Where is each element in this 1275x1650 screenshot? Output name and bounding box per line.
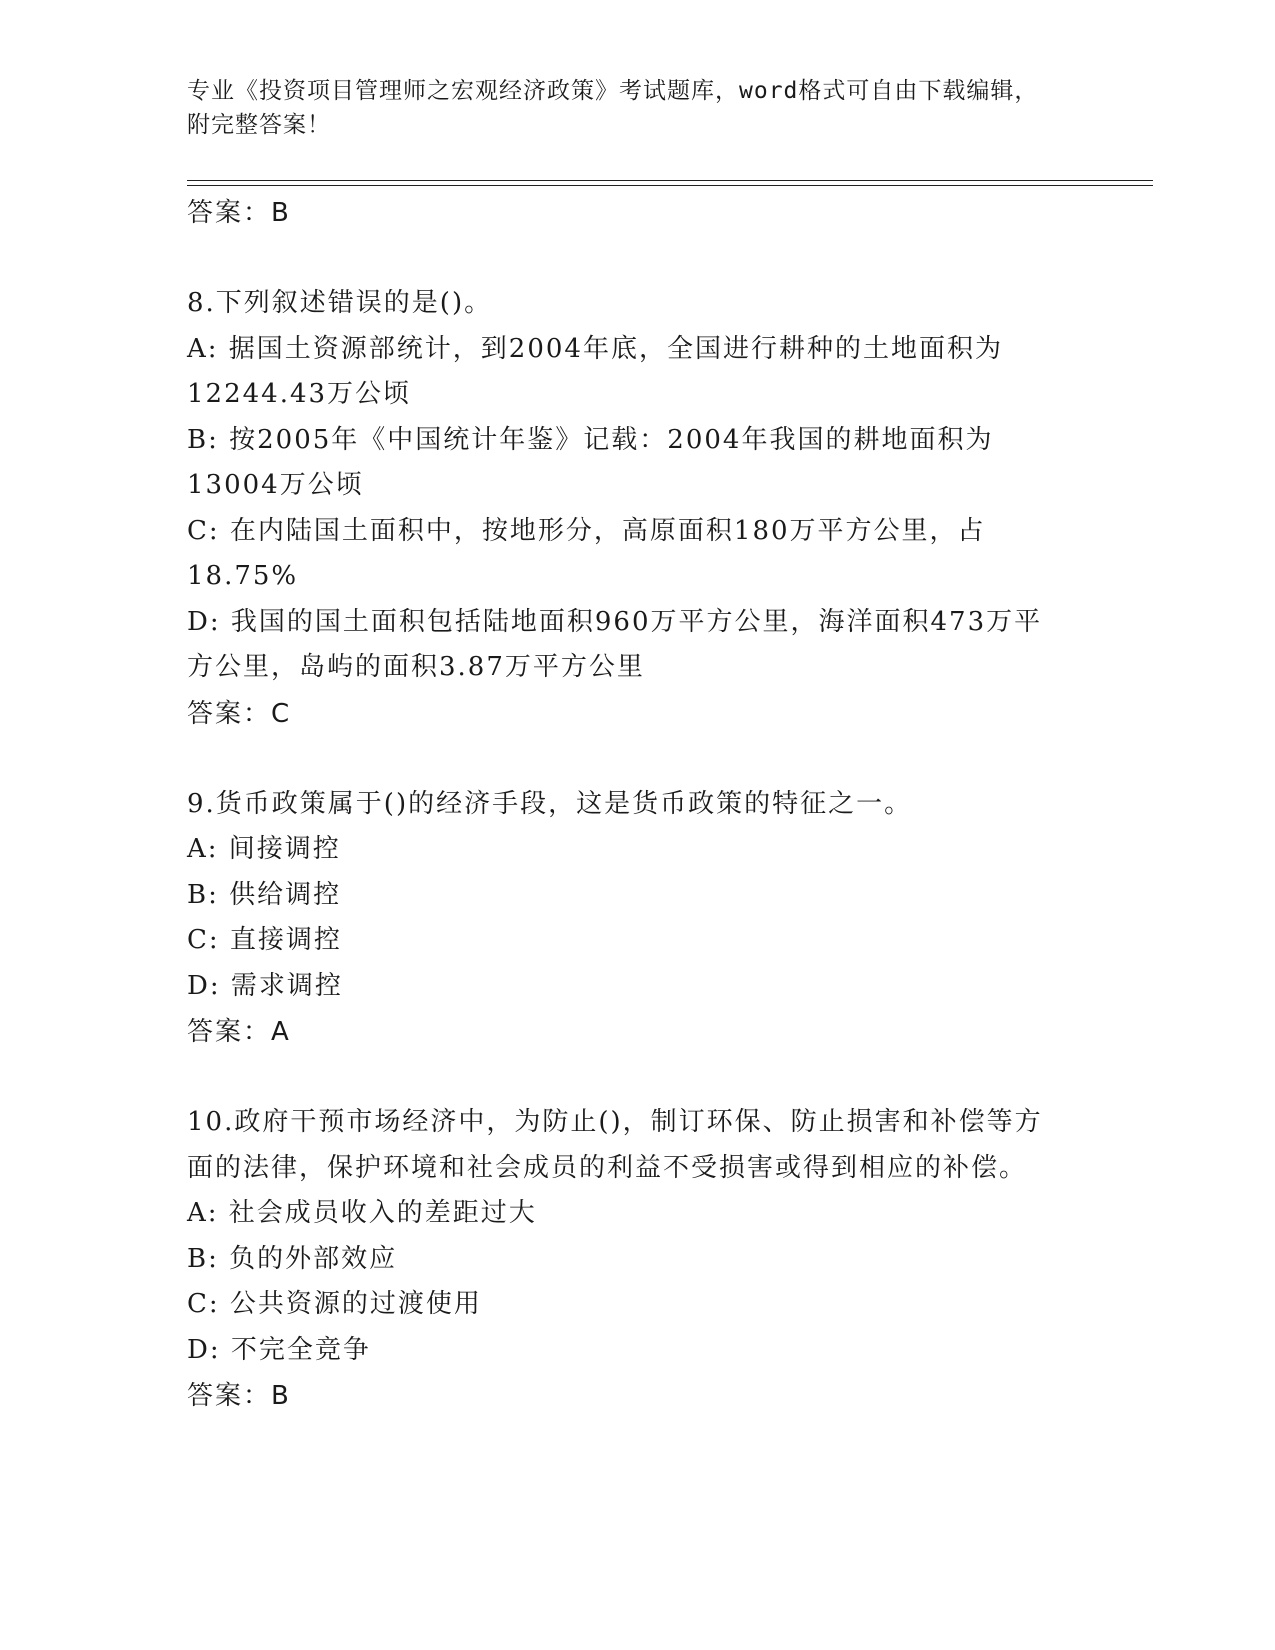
- option-a: A: 社会成员收入的差距过大: [187, 1198, 537, 1228]
- option-d: D: 需求调控: [187, 970, 343, 1001]
- option-d: D: 不完全竞争: [187, 1334, 371, 1365]
- header-divider-bottom: [187, 185, 1153, 186]
- option-c: C: 直接调控: [187, 925, 342, 955]
- option-c-continued: 18.75%: [187, 561, 299, 591]
- answer: 答案：A: [187, 1017, 291, 1047]
- question-stem: 9.货币政策属于()的经济手段，这是货币政策的特征之一。: [187, 788, 913, 819]
- previous-answer: 答案：B: [187, 198, 291, 228]
- option-d: D: 我国的国土面积包括陆地面积960万平方公里，海洋面积473万平: [187, 606, 1043, 637]
- option-a: A: 据国土资源部统计，到2004年底，全国进行耕种的土地面积为: [187, 333, 1003, 364]
- question-stem: 10.政府干预市场经济中，为防止()，制订环保、防止损害和补偿等方: [187, 1107, 1043, 1137]
- question-stem: 8.下列叙述错误的是()。: [187, 288, 493, 318]
- option-c: C: 在内陆国土面积中，按地形分，高原面积180万平方公里，占: [187, 515, 986, 546]
- question-list: [187, 190, 1087, 1419]
- option-b-continued: 13004万公顷: [187, 470, 364, 500]
- answer: 答案：B: [187, 1381, 291, 1411]
- question-9: [187, 782, 1087, 1056]
- option-b: B: 按2005年《中国统计年鉴》记载：2004年我国的耕地面积为: [187, 424, 994, 455]
- question-10: [187, 1100, 1087, 1419]
- answer: 答案：C: [187, 698, 292, 729]
- spacer: [187, 737, 1087, 782]
- document-header: [187, 74, 1087, 142]
- option-a-continued: 12244.43万公顷: [187, 379, 412, 409]
- header-divider-top: [187, 180, 1153, 181]
- option-b: B: 供给调控: [187, 879, 342, 910]
- option-a: A: 间接调控: [187, 834, 341, 864]
- header-line-2: 附完整答案！: [187, 112, 331, 138]
- question-8: [187, 281, 1087, 737]
- question-stem-continued: 面的法律，保护环境和社会成员的利益不受损害或得到相应的补偿。: [187, 1152, 1028, 1183]
- option-c: C: 公共资源的过渡使用: [187, 1289, 482, 1319]
- spacer: [187, 1055, 1087, 1100]
- option-d-continued: 方公里，岛屿的面积3.87万平方公里: [187, 652, 645, 682]
- header-line-1: 专业《投资项目管理师之宏观经济政策》考试题库，word格式可自由下载编辑，: [187, 78, 1039, 104]
- option-b: B: 负的外部效应: [187, 1243, 398, 1274]
- spacer: [187, 236, 1087, 281]
